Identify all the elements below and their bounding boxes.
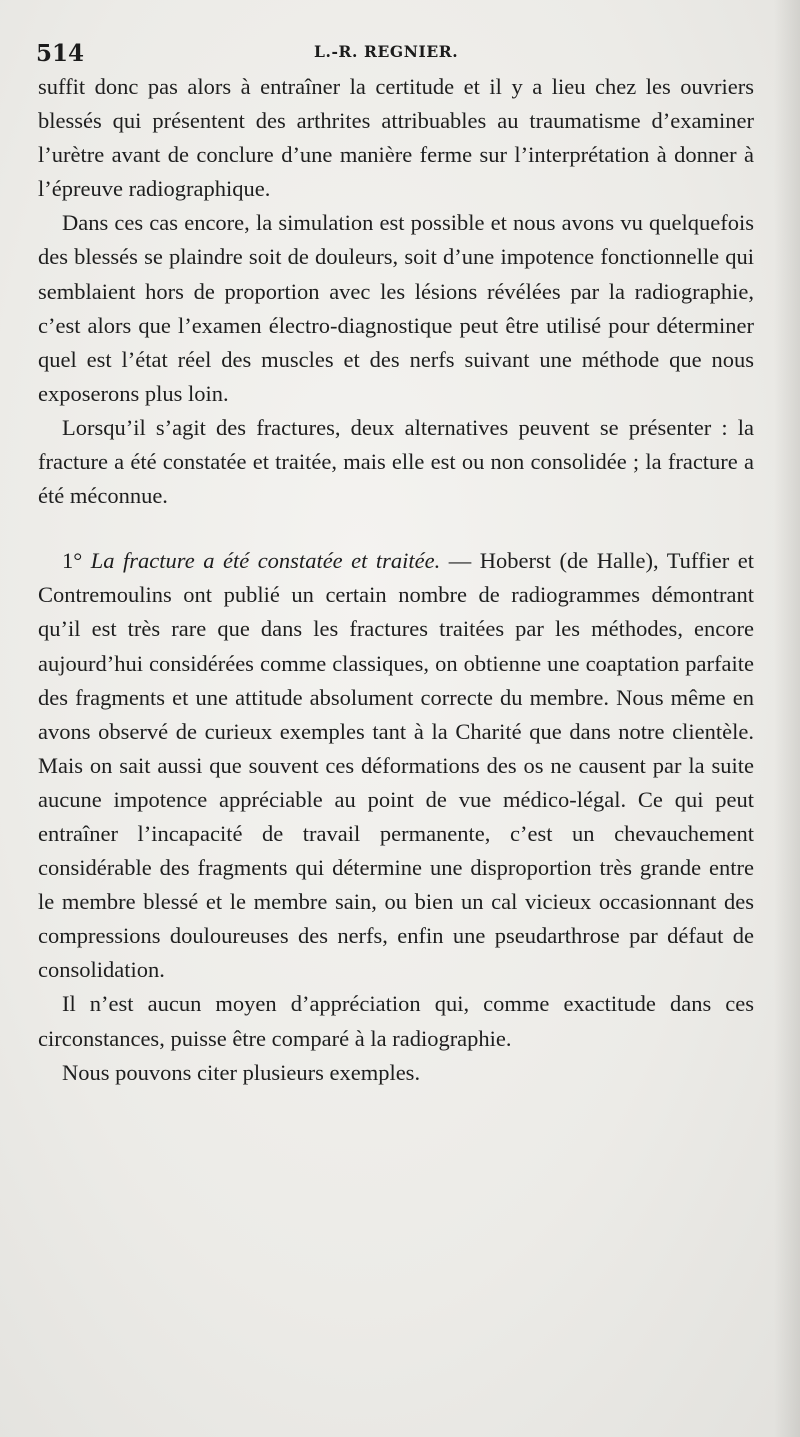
- paragraph-1: suffit donc pas alors à entraîner la certitude et il y a lieu chez les ouvriers blessés qui présentent des arthrites attribuables au traumatisme d’examiner l’urètre avant de conclure d’une manière ferme sur l’interprétation à donner à l’épreuve radiographique.: [38, 74, 754, 202]
- section-title: La fracture a été constatée et traitée.: [90, 548, 441, 574]
- body-text: [38, 70, 754, 1090]
- section-text: — Hoberst (de Halle), Tuffier et Contremoulins ont publié un certain nombre de radiogrammes démontrant qu’il est très rare que dans les fractures traitées par les méthodes, encore aujourd’hui considérées comme classiques, on obtienne une coaptation parfaite des fragments et une attitude absolument correcte du membre. Nous même en avons observé de curieux exemples tant à la Charité que dans notre clientèle. Mais on sait aussi que souvent ces déformations des os ne causent par la suite aucune impotence appréciable au point de vue médico-légal. Ce qui peut entraîner l’incapacité de travail permanente, c’est un chevauchement considérable des fragments qui détermine une disproportion très grande entre le membre blessé et le membre sain, ou bien un cal vicieux occasionnant des compressions douloureuses des nerfs, enfin une pseudarthrose par défaut de consolidation.: [38, 548, 754, 983]
- paragraph-6: Nous pouvons citer plusieurs exemples.: [62, 1059, 421, 1085]
- section-number: 1°: [62, 548, 83, 574]
- paragraph-2: Dans ces cas encore, la simulation est possible et nous avons vu quelquefois des blessés se plaindre soit de douleurs, soit d’une impotence fonctionnelle qui semblaient hors de proportion avec les lésions révélées par la radiographie, c’est alors que l’examen électro-diagnostique peut être utilisé pour déterminer quel est l’état réel des muscles et des nerfs suivant une méthode que nous exposerons plus loin.: [38, 210, 754, 406]
- page-header: [36, 40, 756, 70]
- paragraph-5: Il n’est aucun moyen d’appréciation qui, comme exactitude dans ces circonstances, puisse être comparé à la radiographie.: [38, 991, 754, 1051]
- page-edge-shadow: [774, 0, 800, 1437]
- section-paragraph: [38, 544, 754, 987]
- paragraph-3: Lorsqu’il s’agit des fractures, deux alternatives peuvent se présenter : la fracture a été constatée et traitée, mais elle est ou non consolidée ; la fracture a été méconnue.: [38, 414, 754, 509]
- running-head: L.-R. REGNIER.: [314, 42, 459, 61]
- page-number: 514: [36, 40, 85, 67]
